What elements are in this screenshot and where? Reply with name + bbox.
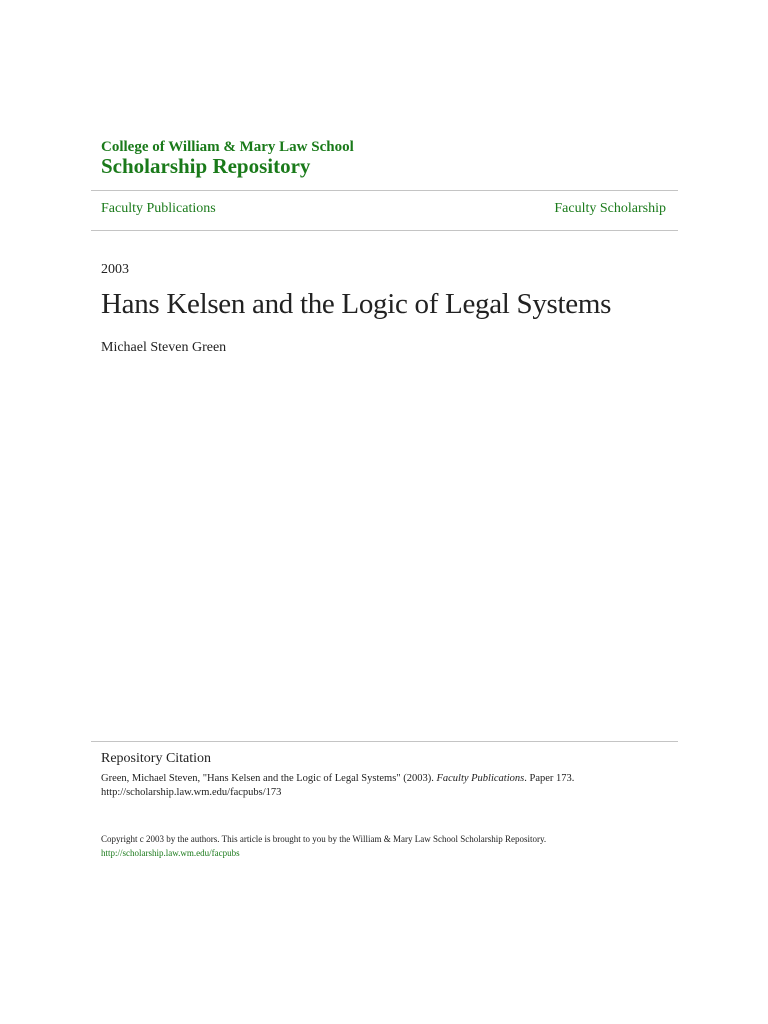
citation-text (101, 772, 574, 800)
article-title: Hans Kelsen and the Logic of Legal Systems (101, 288, 612, 320)
copyright-notice: Copyright c 2003 by the authors. This article is brought to you by the William & Mary Law School Scholarship Repository. (101, 834, 547, 844)
citation-suffix: . Paper 173. (524, 773, 575, 784)
article-author: Michael Steven Green (101, 340, 227, 355)
citation-prefix: Green, Michael Steven, "Hans Kelsen and the Logic of Legal Systems" (2003). (101, 773, 437, 784)
repository-name: Scholarship Repository (101, 154, 311, 178)
citation-url: http://scholarship.law.wm.edu/facpubs/173 (101, 787, 282, 798)
citation-series: Faculty Publications (436, 773, 525, 784)
publication-year: 2003 (101, 262, 129, 277)
faculty-scholarship-link[interactable]: Faculty Scholarship (554, 201, 666, 216)
repository-link[interactable]: http://scholarship.law.wm.edu/facpubs (101, 848, 240, 858)
faculty-publications-link[interactable]: Faculty Publications (101, 201, 216, 216)
nav-divider (91, 230, 678, 231)
citation-divider (91, 741, 678, 742)
college-name: College of William & Mary Law School (101, 139, 354, 155)
citation-heading: Repository Citation (101, 751, 212, 766)
top-divider (91, 190, 678, 191)
